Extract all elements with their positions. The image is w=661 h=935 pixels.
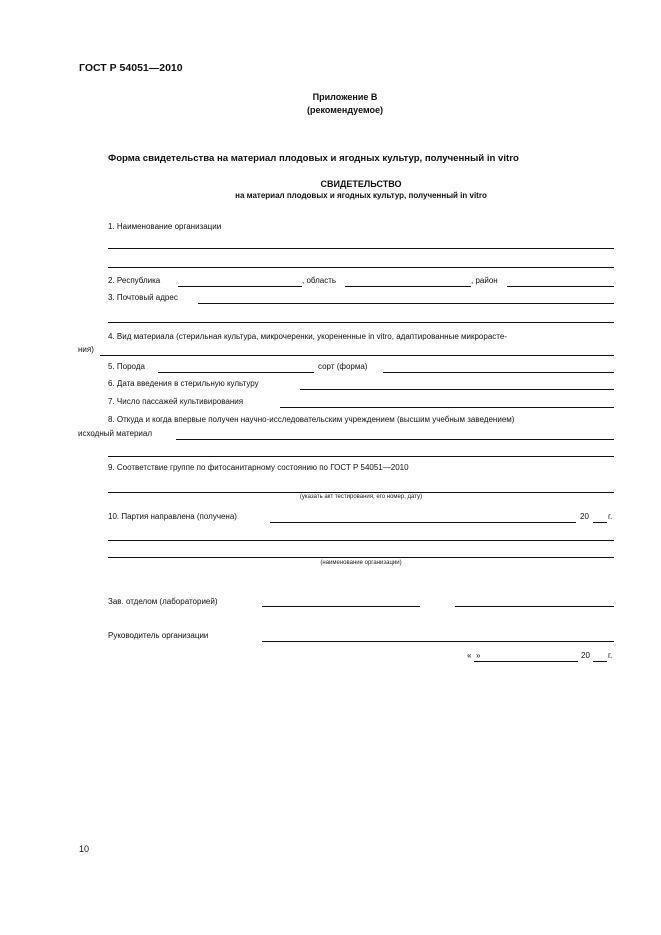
field-batch-org-line-1[interactable] bbox=[108, 540, 614, 541]
page-number: 10 bbox=[79, 844, 90, 854]
field-sort-line[interactable] bbox=[383, 372, 614, 373]
date-close-quote: » bbox=[476, 651, 481, 660]
field-republic-line[interactable] bbox=[178, 286, 302, 287]
date-year-line[interactable] bbox=[593, 661, 607, 662]
field-batch-org-line-2[interactable] bbox=[108, 557, 614, 558]
signature-head-of-department-sign-line[interactable] bbox=[262, 606, 420, 607]
signature-head-of-organization-label: Руководитель организации bbox=[108, 631, 209, 640]
field-district-label: , район bbox=[471, 276, 498, 285]
field-origin-line-1[interactable] bbox=[176, 439, 614, 440]
field-sort-label: сорт (форма) bbox=[318, 362, 368, 371]
document-code: ГОСТ Р 54051—2010 bbox=[79, 62, 183, 74]
field-batch-org-caption: (наименование организации) bbox=[320, 560, 402, 566]
signature-head-of-organization-line[interactable] bbox=[262, 641, 614, 642]
field-region-line[interactable] bbox=[345, 286, 471, 287]
signature-head-of-department-label: Зав. отделом (лабораторией) bbox=[108, 597, 218, 606]
field-passages-line[interactable] bbox=[280, 407, 614, 408]
date-year-suffix: г. bbox=[608, 651, 613, 660]
field-material-type-label-cont: ния) bbox=[78, 345, 94, 354]
signature-head-of-department-name-line[interactable] bbox=[455, 606, 614, 607]
field-phytosanitary-line[interactable] bbox=[108, 492, 614, 493]
field-organization-name-label: 1. Наименование организации bbox=[108, 222, 222, 231]
date-year-prefix: 20 bbox=[581, 651, 590, 660]
field-origin-line-2[interactable] bbox=[108, 456, 614, 457]
field-phytosanitary-label: 9. Соответствие группе по фитосанитарному состоянию по ГОСТ Р 54051—2010 bbox=[108, 463, 409, 472]
field-region-label: , область bbox=[302, 276, 337, 285]
field-batch-year-prefix: 20 bbox=[580, 512, 589, 521]
appendix-title: Приложение В bbox=[312, 92, 378, 102]
field-origin-label: 8. Откуда и когда впервые получен научно-исследовательским учреждением (высшим учебным заведением) bbox=[108, 415, 515, 424]
certificate-subtitle: на материал плодовых и ягодных культур, полученный in vitro bbox=[235, 191, 487, 200]
field-batch-label: 10. Партия направлена (получена) bbox=[108, 512, 237, 521]
date-open-quote: « bbox=[467, 651, 472, 660]
field-material-type-label: 4. Вид материала (стерильная культура, микрочеренки, укорененные in vitro, адаптированные микрорасте- bbox=[108, 332, 507, 341]
field-batch-year-suffix: г. bbox=[608, 512, 613, 521]
field-organization-name-line-2[interactable] bbox=[108, 267, 614, 268]
field-postal-address-line-1[interactable] bbox=[198, 303, 614, 304]
field-breed-label: 5. Порода bbox=[108, 362, 145, 371]
field-sterile-date-line[interactable] bbox=[300, 389, 614, 390]
field-postal-address-line-2[interactable] bbox=[108, 322, 614, 323]
field-batch-line[interactable] bbox=[270, 522, 576, 523]
field-phytosanitary-caption: (указать акт тестирования, его номер, дату) bbox=[299, 494, 423, 500]
field-sterile-date-label: 6. Дата введения в стерильную культуру bbox=[108, 379, 259, 388]
field-organization-name-line-1[interactable] bbox=[108, 248, 614, 249]
date-month-line[interactable] bbox=[485, 661, 578, 662]
appendix-subtitle: (рекомендуемое) bbox=[307, 105, 383, 115]
field-batch-year-line[interactable] bbox=[593, 522, 607, 523]
field-breed-line[interactable] bbox=[158, 372, 314, 373]
field-postal-address-label: 3. Почтовый адрес bbox=[108, 293, 178, 302]
form-title: Форма свидетельства на материал плодовых и ягодных культур, полученный in vitro bbox=[108, 153, 519, 164]
field-republic-label: 2. Республика bbox=[108, 276, 161, 285]
field-district-line[interactable] bbox=[507, 286, 614, 287]
field-origin-label-cont: исходный материал bbox=[78, 429, 153, 438]
field-material-type-line[interactable] bbox=[100, 355, 614, 356]
certificate-title: СВИДЕТЕЛЬСТВО bbox=[320, 179, 402, 189]
field-passages-label: 7. Число пассажей культивирования bbox=[108, 397, 244, 406]
